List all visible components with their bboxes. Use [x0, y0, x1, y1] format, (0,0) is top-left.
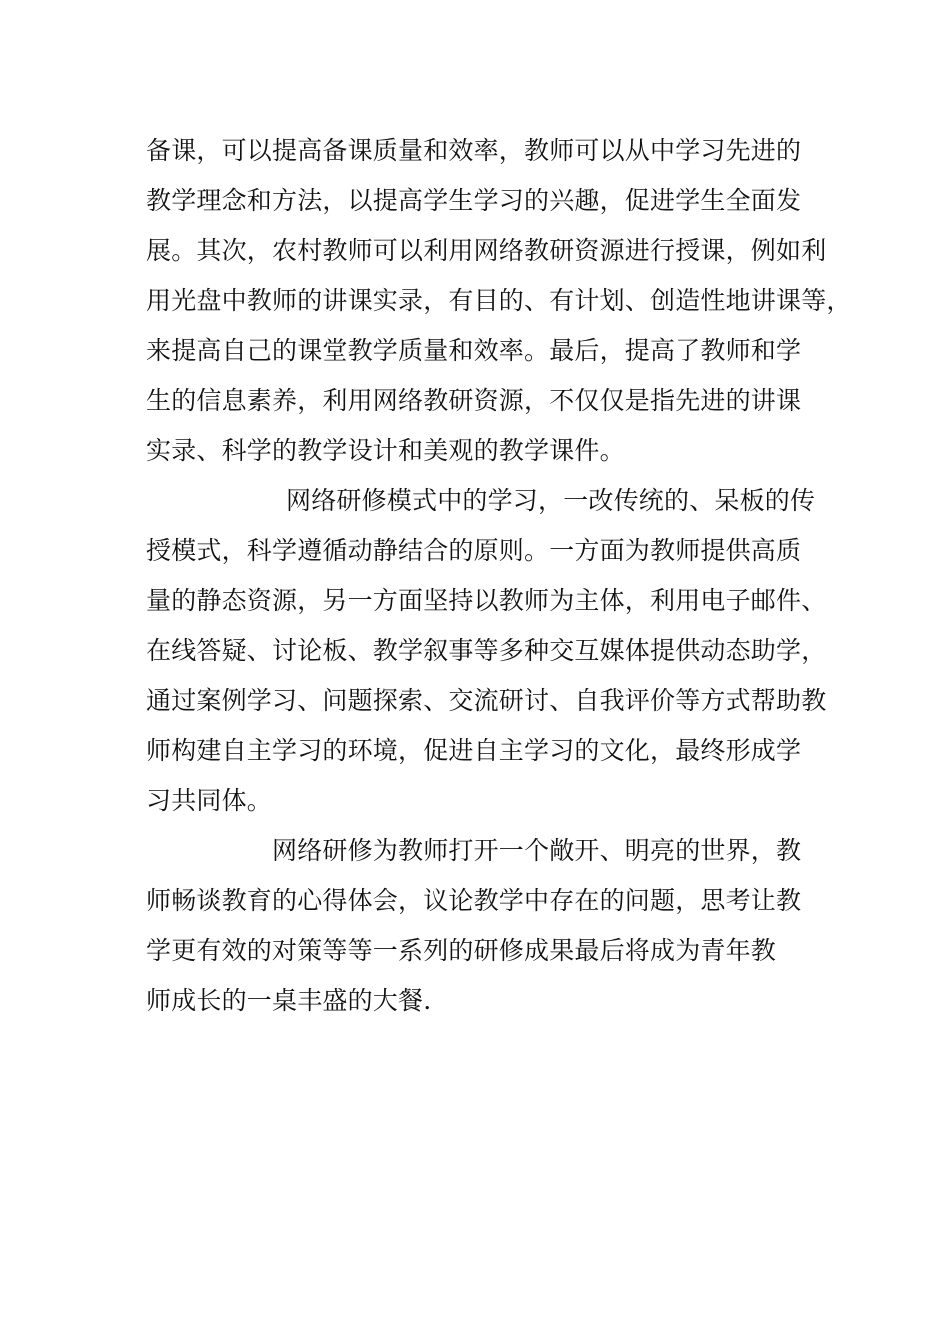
paragraph-line: 通过案例学习、问题探索、交流研讨、自我评价等方式帮助教: [146, 686, 827, 715]
paragraph-line: 实录、科学的教学设计和美观的教学课件。: [146, 436, 625, 465]
paragraph-line: 展。其次，农村教师可以利用网络教研资源进行授课，例如利: [146, 236, 827, 265]
paragraph-line: 授模式，科学遵循动静结合的原则。一方面为教师提供高质: [146, 536, 802, 565]
paragraph-1: [146, 126, 852, 476]
paragraph-2: [146, 476, 836, 826]
paragraph-line: 学更有效的对策等等一系列的研修成果最后将成为青年教: [146, 936, 777, 965]
paragraph-line: 教学理念和方法，以提高学生学习的兴趣，促进学生全面发: [146, 186, 802, 215]
paragraph-line: 习共同体。: [146, 786, 273, 815]
paragraph-line: 用光盘中教师的讲课实录，有目的、有计划、创造性地讲课等，: [146, 286, 852, 315]
paragraph-line: 来提高自己的课堂教学质量和效率。最后，提高了教师和学: [146, 336, 802, 365]
paragraph-line-indented: 网络研修模式中的学习，一改传统的、呆板的传: [286, 486, 816, 515]
document-body: [146, 126, 852, 1026]
paragraph-3: [146, 826, 836, 1026]
paragraph-line: 师成长的一桌丰盛的大餐.: [146, 986, 432, 1015]
paragraph-line-indented: 网络研修为教师打开一个敞开、明亮的世界，教: [272, 836, 802, 865]
paragraph-line: 师畅谈教育的心得体会，议论教学中存在的问题，思考让教: [146, 886, 802, 915]
paragraph-line: 生的信息素养，利用网络教研资源，不仅仅是指先进的讲课: [146, 386, 802, 415]
paragraph-line: 量的静态资源，另一方面坚持以教师为主体，利用电子邮件、: [146, 586, 827, 615]
paragraph-line: 备课，可以提高备课质量和效率，教师可以从中学习先进的: [146, 136, 802, 165]
paragraph-line: 在线答疑、讨论板、教学叙事等多种交互媒体提供动态助学，: [146, 636, 827, 665]
paragraph-line: 师构建自主学习的环境，促进自主学习的文化，最终形成学: [146, 736, 802, 765]
